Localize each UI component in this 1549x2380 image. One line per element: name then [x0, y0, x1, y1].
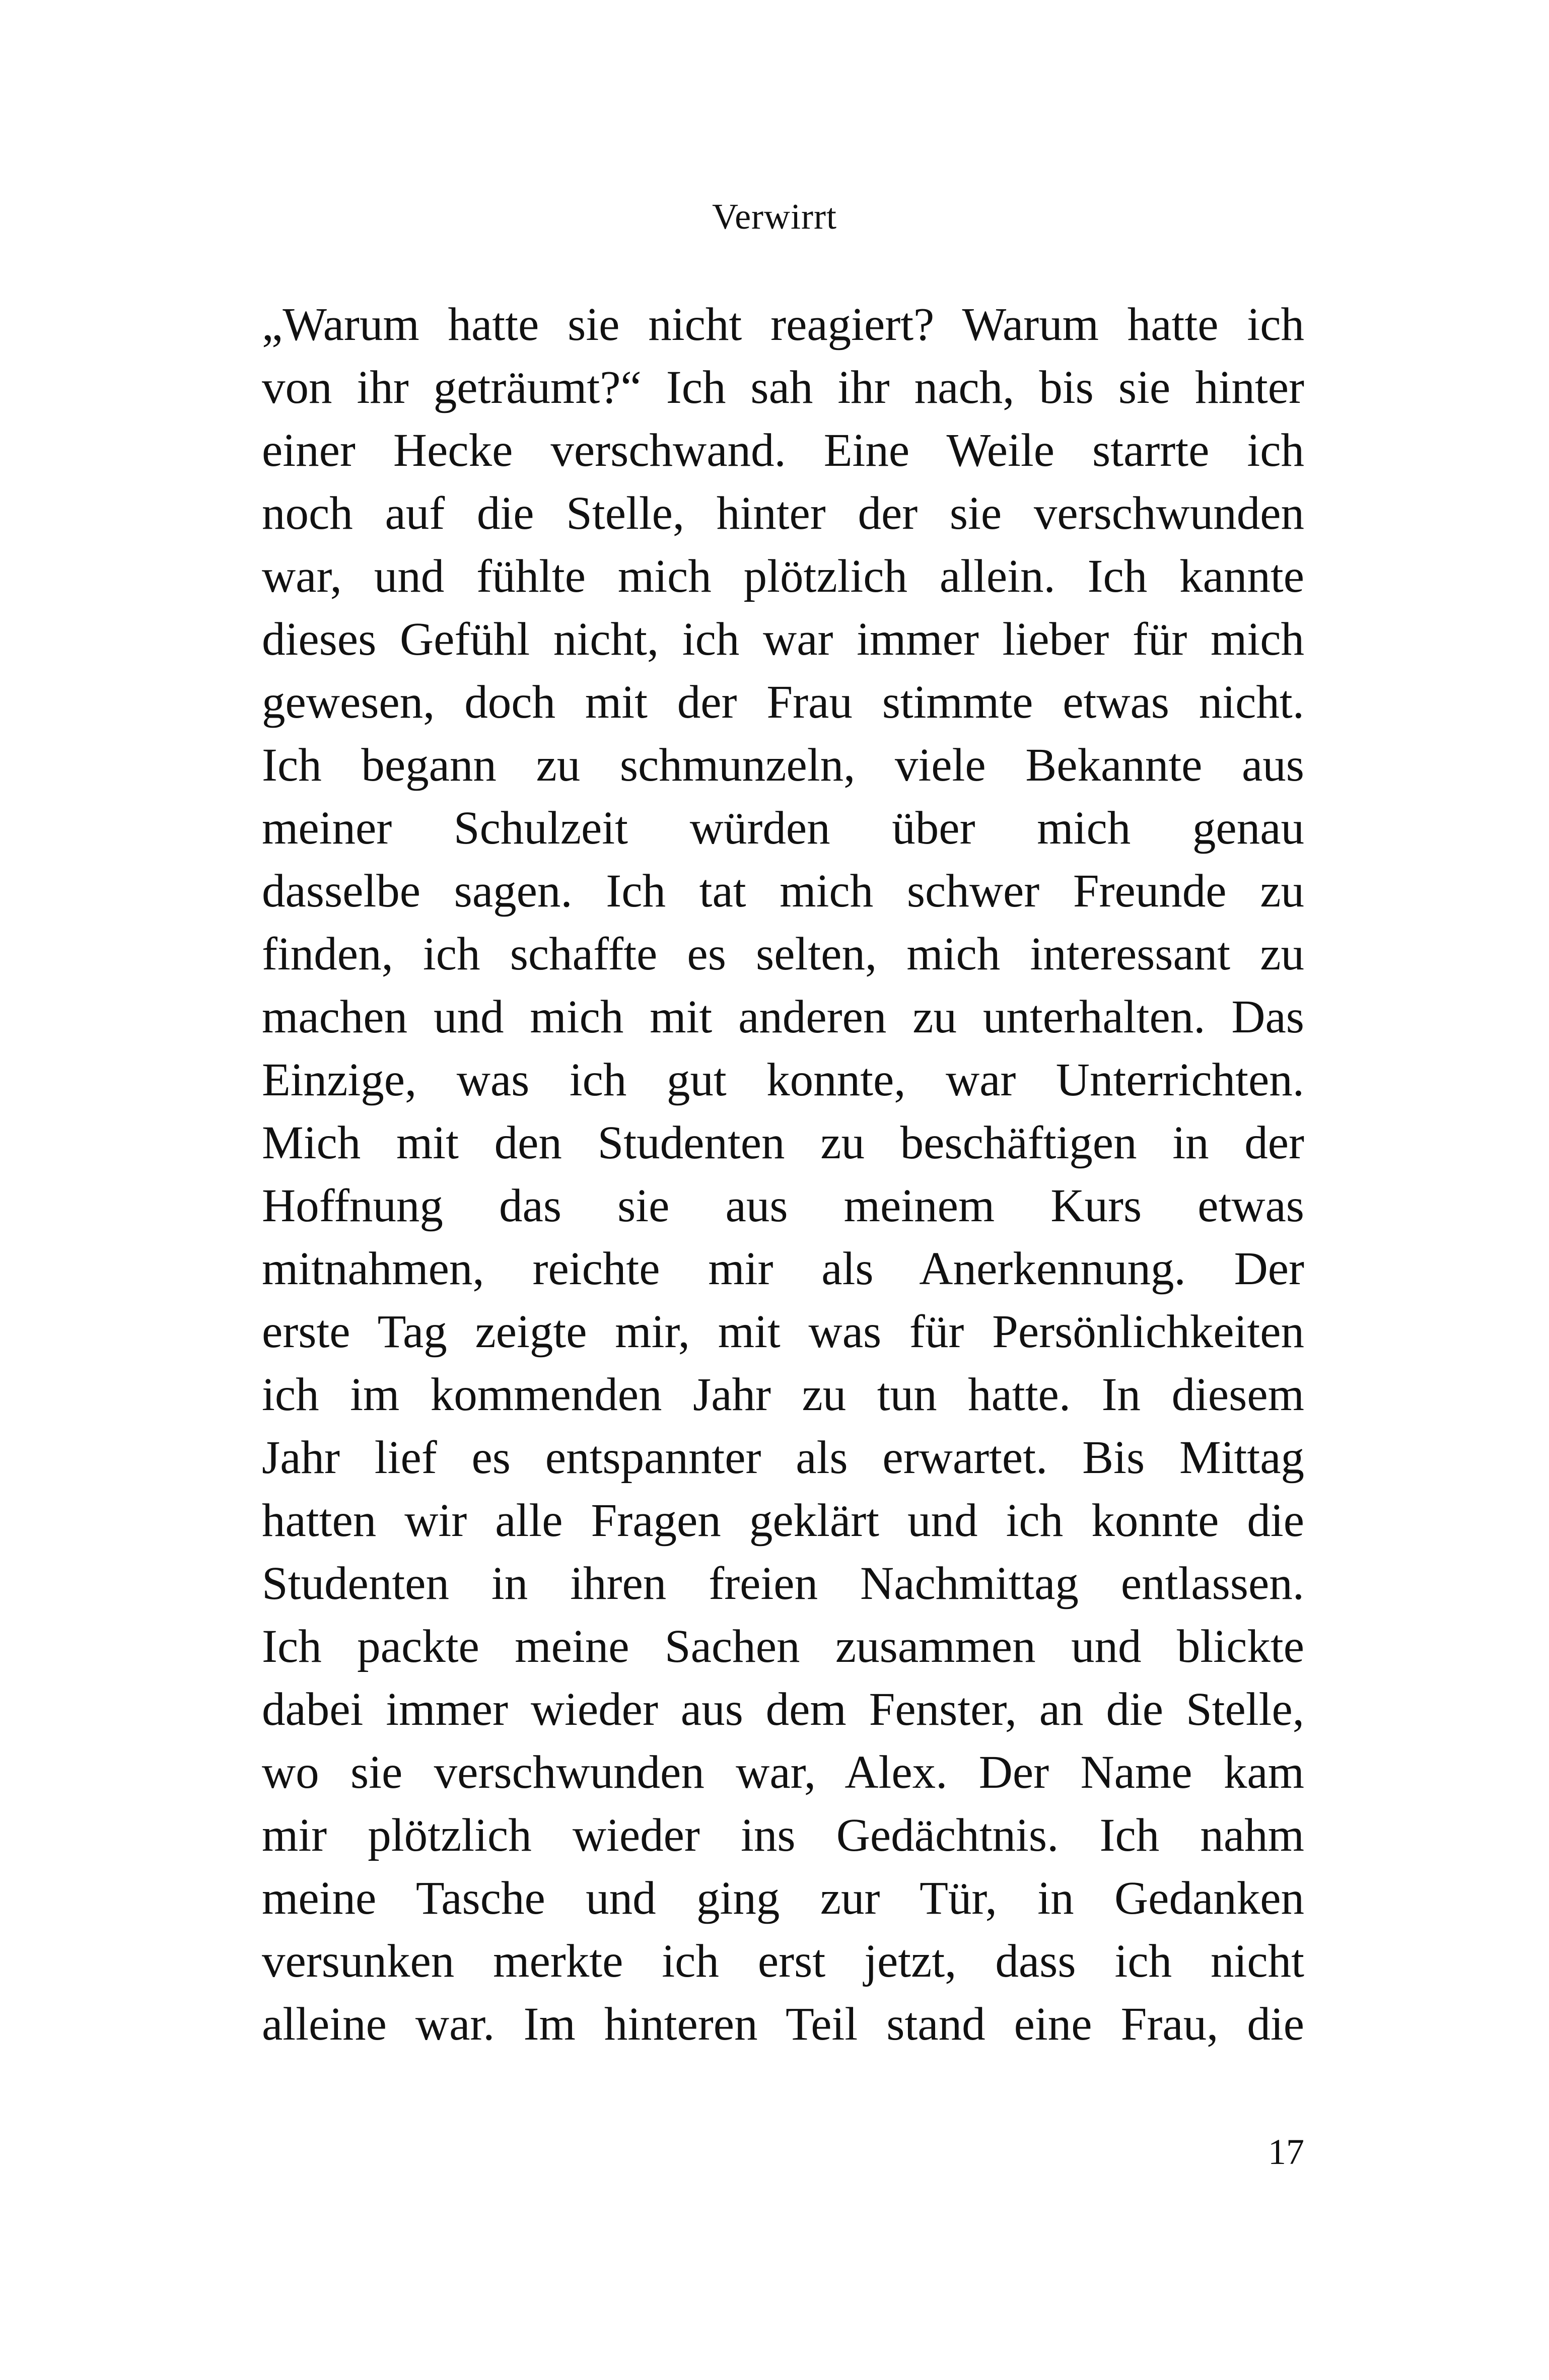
text-line: meine Tasche und ging zur Tür, in Gedanken	[262, 1872, 1304, 1924]
text-line: Einzige, was ich gut konnte, war Unterrichten.	[262, 1054, 1304, 1106]
text-line: gewesen, doch mit der Frau stimmte etwas nicht.	[262, 676, 1304, 728]
text-line: wo sie verschwunden war, Alex. Der Name kam	[262, 1746, 1304, 1798]
text-line: von ihr geträumt?“ Ich sah ihr nach, bis sie hinter	[262, 362, 1304, 413]
text-line: machen und mich mit anderen zu unterhalten. Das	[262, 991, 1304, 1043]
text-line: dieses Gefühl nicht, ich war immer lieber für mich	[262, 613, 1304, 665]
text-line: dasselbe sagen. Ich tat mich schwer Freunde zu	[262, 865, 1304, 917]
running-header: Verwirrt	[712, 196, 837, 237]
body-text	[262, 293, 1304, 2056]
text-line: meiner Schulzeit würden über mich genau	[262, 802, 1304, 854]
text-line: Ich packte meine Sachen zusammen und blickte	[262, 1621, 1304, 1672]
text-line: dabei immer wieder aus dem Fenster, an die Stelle,	[262, 1684, 1304, 1735]
text-line: war, und fühlte mich plötzlich allein. Ich kannte	[262, 550, 1304, 602]
text-line: mitnahmen, reichte mir als Anerkennung. Der	[262, 1243, 1304, 1295]
text-line: einer Hecke verschwand. Eine Weile starrte ich	[262, 425, 1304, 476]
page-number: 17	[1268, 2132, 1304, 2172]
text-line: Hoffnung das sie aus meinem Kurs etwas	[262, 1180, 1304, 1232]
text-line: alleine war. Im hinteren Teil stand eine Frau, die	[262, 1998, 1304, 2050]
text-line: finden, ich schaffte es selten, mich interessant zu	[262, 928, 1304, 980]
text-line: Ich begann zu schmunzeln, viele Bekannte aus	[262, 739, 1304, 791]
text-line: Jahr lief es entspannter als erwartet. Bis Mittag	[262, 1432, 1304, 1484]
text-line: noch auf die Stelle, hinter der sie verschwunden	[262, 487, 1304, 539]
text-line: hatten wir alle Fragen geklärt und ich konnte die	[262, 1495, 1304, 1547]
text-line: mir plötzlich wieder ins Gedächtnis. Ich nahm	[262, 1809, 1304, 1861]
text-line: „Warum hatte sie nicht reagiert? Warum hatte ich	[262, 299, 1304, 351]
text-line: Mich mit den Studenten zu beschäftigen in der	[262, 1117, 1304, 1169]
text-line: versunken merkte ich erst jetzt, dass ich nicht	[262, 1935, 1304, 1987]
text-line: ich im kommenden Jahr zu tun hatte. In diesem	[262, 1369, 1304, 1421]
text-line: Studenten in ihren freien Nachmittag entlassen.	[262, 1558, 1304, 1609]
text-line: erste Tag zeigte mir, mit was für Persönlichkeiten	[262, 1306, 1304, 1358]
